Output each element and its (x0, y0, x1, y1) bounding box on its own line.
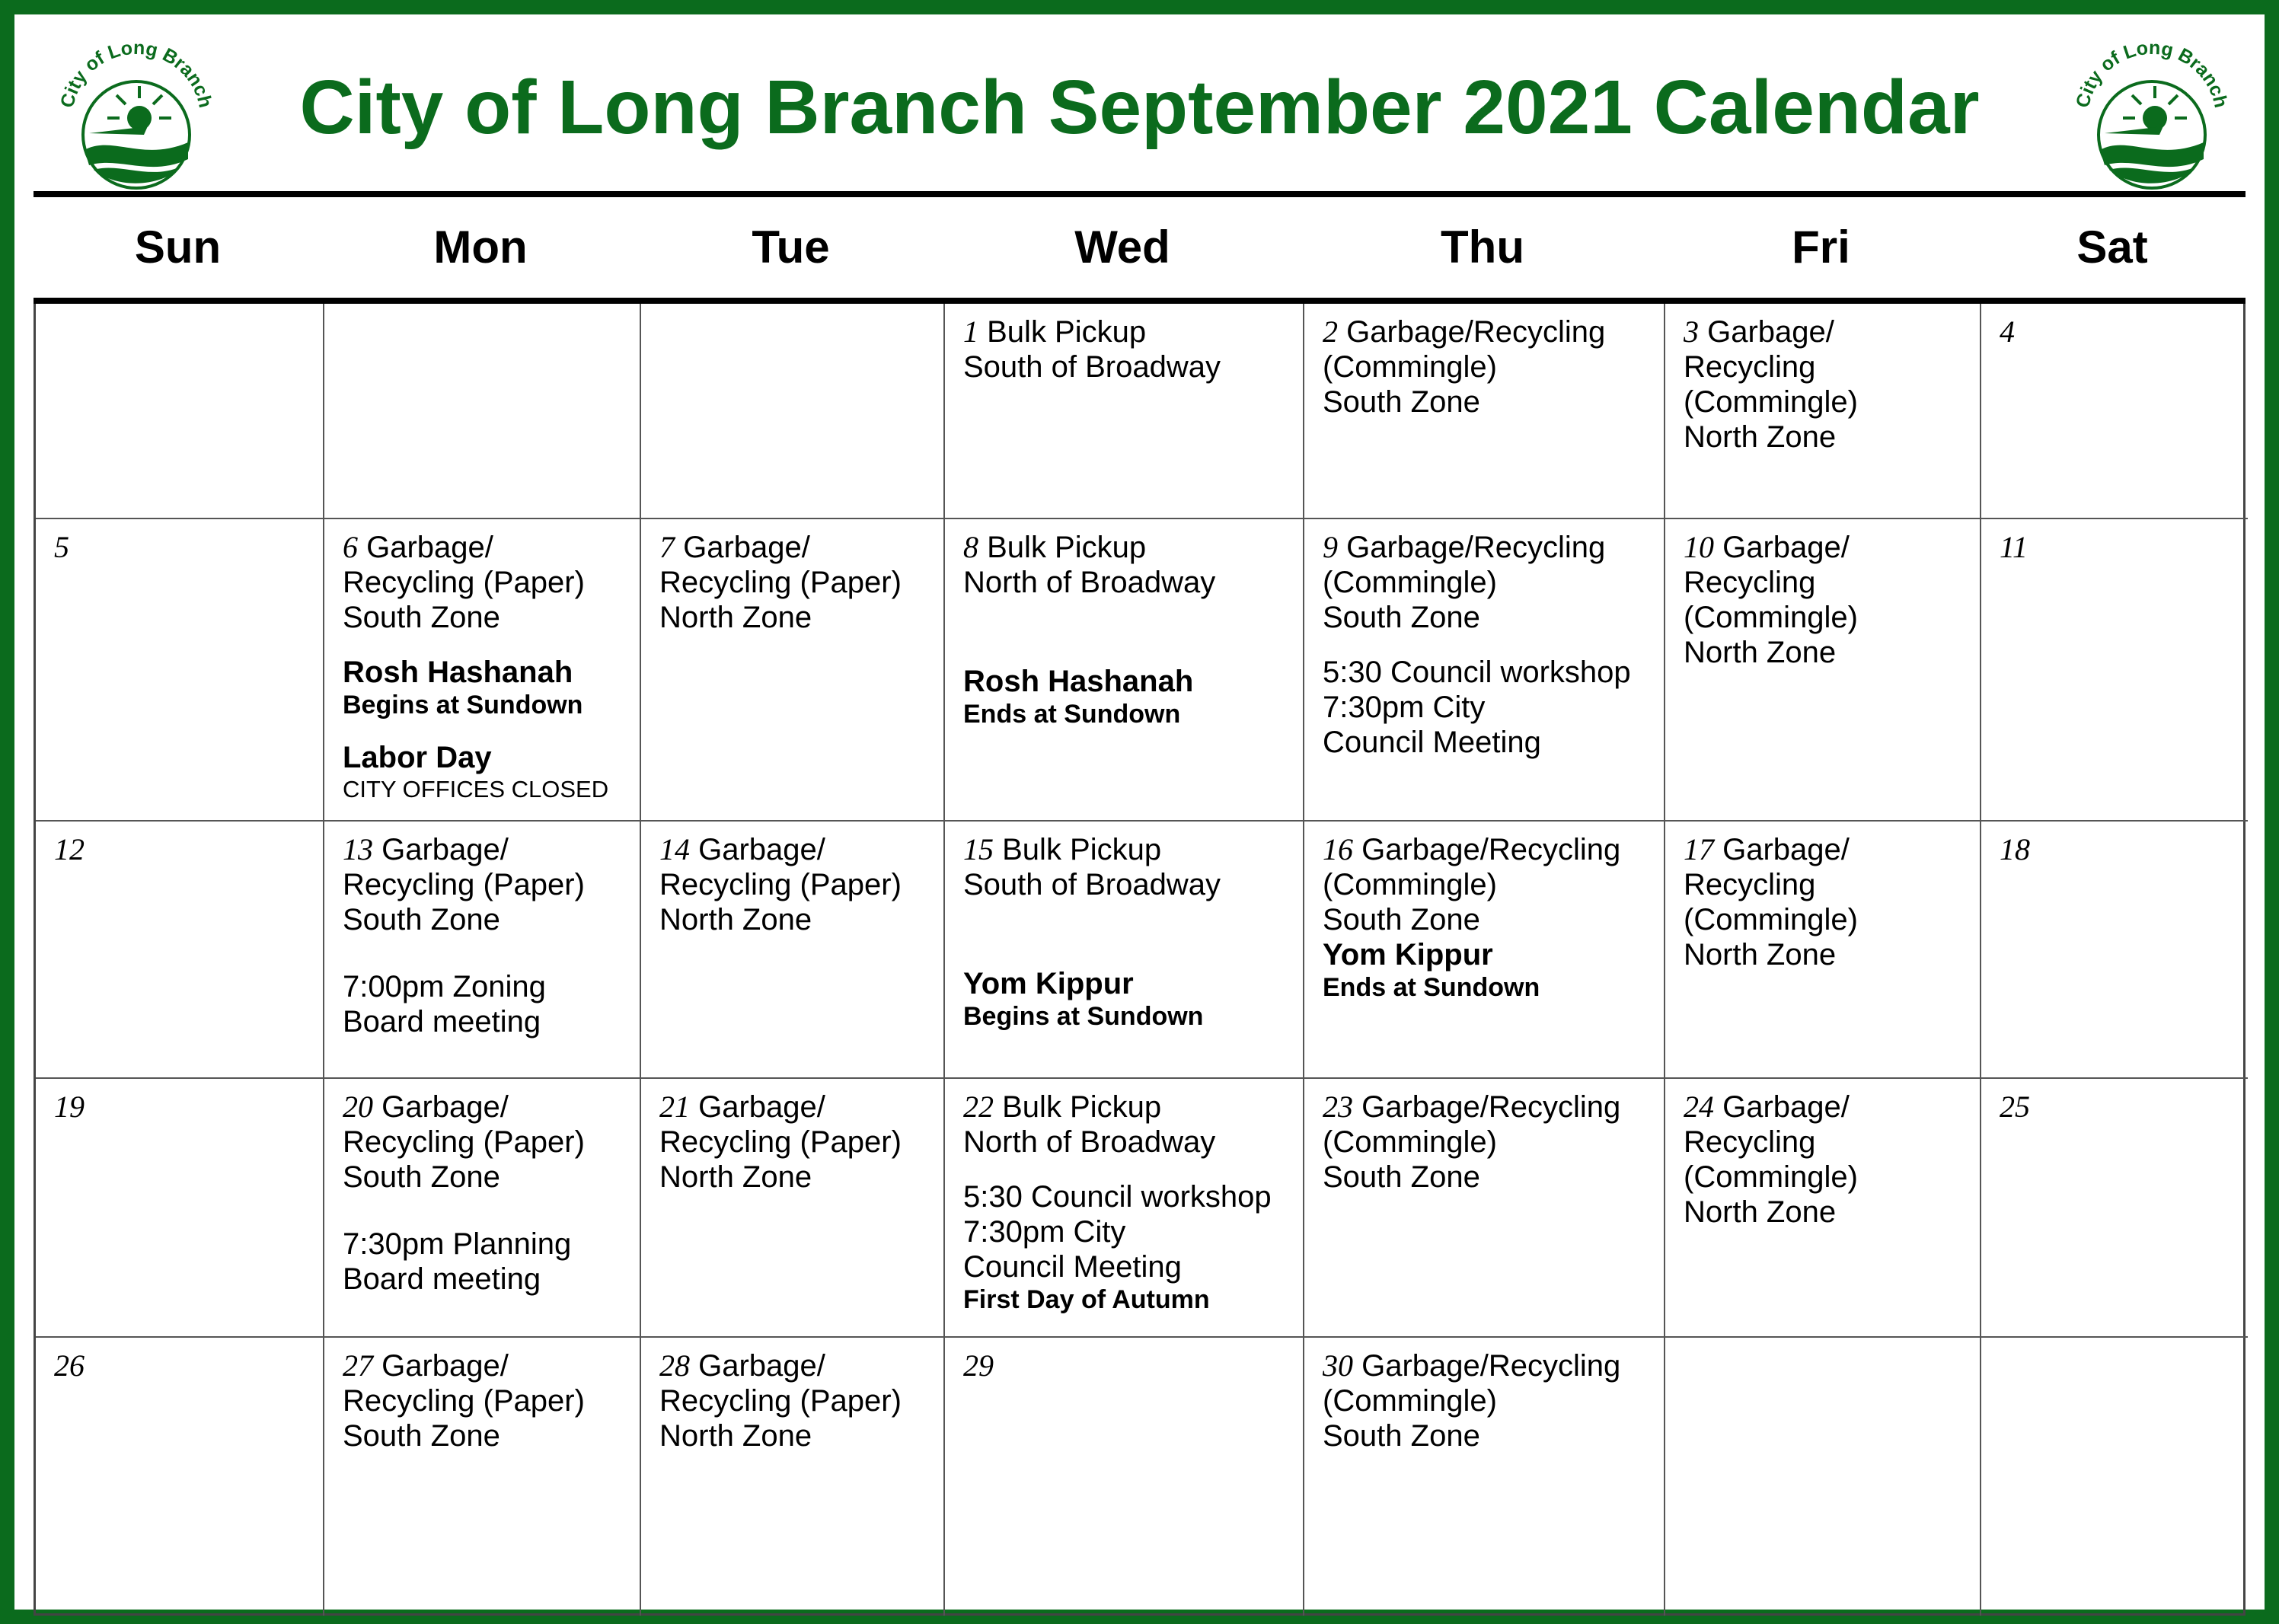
event-text: Recycling (Paper) (659, 868, 902, 901)
day-number: 13 (343, 832, 373, 866)
calendar-grid (34, 304, 2245, 1616)
day-cell-24 (1665, 1079, 1981, 1338)
event-text: Bulk Pickup (987, 531, 1147, 564)
event-text: Garbage/ (698, 1090, 825, 1124)
meeting-text: 7:30pm City (963, 1215, 1126, 1249)
day-number: 12 (54, 832, 85, 866)
day-cell-17 (1665, 822, 1981, 1079)
day-number: 24 (1684, 1090, 1714, 1124)
event-text: Garbage/ (381, 1349, 509, 1383)
event-text: Garbage/ (1722, 531, 1850, 564)
holiday-title: Rosh Hashanah (343, 656, 573, 689)
calendar-header (14, 14, 2265, 190)
day-number: 3 (1684, 314, 1699, 349)
event-text: North of Broadway (963, 1125, 1216, 1159)
event-text: Bulk Pickup (1002, 1090, 1162, 1124)
event-text: Garbage/ (1722, 1090, 1850, 1124)
holiday-note: Begins at Sundown (343, 691, 583, 719)
meeting-text: 7:30pm Planning (343, 1227, 572, 1261)
weekday-sat: Sat (2076, 222, 2148, 273)
holiday-title: Labor Day (343, 741, 492, 774)
event-text: Bulk Pickup (1002, 833, 1162, 866)
holiday-note: CITY OFFICES CLOSED (343, 776, 609, 802)
weekday-wed: Wed (1074, 222, 1170, 273)
event-text: Garbage/ (381, 833, 509, 866)
event-text: South Zone (343, 601, 500, 634)
meeting-text: 5:30 Council workshop (963, 1180, 1272, 1214)
day-cell-30 (1304, 1338, 1665, 1616)
header-rule (34, 191, 2245, 197)
event-text: Garbage/ (698, 833, 825, 866)
day-cell-3 (1665, 304, 1981, 519)
day-cell-21 (641, 1079, 945, 1338)
event-text: South of Broadway (963, 868, 1221, 901)
event-text: North Zone (659, 1160, 812, 1194)
meeting-text: 5:30 Council workshop (1323, 656, 1631, 689)
weekday-mon: Mon (433, 222, 528, 273)
event-text: North Zone (1684, 1195, 1837, 1229)
day-cell-9 (1304, 519, 1665, 822)
event-text: (Commingle) (1684, 601, 1858, 634)
day-number: 10 (1684, 530, 1714, 564)
day-cell-15 (945, 822, 1304, 1079)
day-number: 11 (2000, 530, 2028, 564)
day-number: 4 (2000, 314, 2015, 349)
event-text: South Zone (343, 1160, 500, 1194)
holiday-title: Rosh Hashanah (963, 665, 1194, 698)
day-cell-13 (324, 822, 641, 1079)
day-number: 8 (963, 530, 978, 564)
event-text: (Commingle) (1323, 1125, 1497, 1159)
event-text: South Zone (1323, 385, 1480, 419)
day-number: 23 (1323, 1090, 1353, 1124)
event-text: North Zone (659, 601, 812, 634)
event-text: Garbage/Recycling (1361, 1349, 1621, 1383)
weekday-header-row (34, 197, 2245, 298)
day-number: 7 (659, 530, 675, 564)
event-text: Garbage/Recycling (1361, 1090, 1621, 1124)
weekday-sun: Sun (134, 222, 222, 273)
event-text: (Commingle) (1684, 385, 1858, 419)
day-cell-28 (641, 1338, 945, 1616)
day-cell-6 (324, 519, 641, 822)
day-number: 20 (343, 1090, 373, 1124)
event-text: Garbage/ (366, 531, 493, 564)
day-cell-empty (36, 304, 324, 519)
meeting-text: Council Meeting (963, 1250, 1182, 1284)
day-cell-empty (641, 304, 945, 519)
day-cell-empty (1665, 1338, 1981, 1616)
event-text: Recycling (Paper) (343, 1125, 585, 1159)
day-cell-18 (1981, 822, 2248, 1079)
day-number: 22 (963, 1090, 994, 1124)
day-number: 29 (963, 1348, 994, 1383)
meeting-text: Board meeting (343, 1005, 541, 1039)
event-text: Recycling (1684, 1125, 1816, 1159)
holiday-title: Yom Kippur (963, 967, 1134, 1000)
day-cell-5 (36, 519, 324, 822)
event-text: Recycling (Paper) (343, 566, 585, 599)
holiday-note: Ends at Sundown (963, 700, 1181, 729)
weekday-rule (34, 298, 2245, 304)
event-text: Recycling (1684, 350, 1816, 384)
day-number: 6 (343, 530, 358, 564)
event-text: Recycling (Paper) (659, 1125, 902, 1159)
holiday-note: Ends at Sundown (1323, 973, 1540, 1002)
event-text: South Zone (1323, 1160, 1480, 1194)
meeting-text: Council Meeting (1323, 726, 1541, 759)
holiday-title: Yom Kippur (1323, 938, 1493, 972)
day-number: 14 (659, 832, 690, 866)
day-number: 27 (343, 1348, 373, 1383)
day-number: 21 (659, 1090, 690, 1124)
day-cell-25 (1981, 1079, 2248, 1338)
event-text: North of Broadway (963, 566, 1216, 599)
day-cell-20 (324, 1079, 641, 1338)
day-number: 18 (2000, 832, 2030, 866)
event-text: North Zone (1684, 636, 1837, 669)
event-text: (Commingle) (1684, 1160, 1858, 1194)
day-cell-empty (1981, 1338, 2248, 1616)
day-number: 26 (54, 1348, 85, 1383)
holiday-note: First Day of Autumn (963, 1285, 1210, 1314)
svg-text:City of Long Branch: City of Long Branch (56, 37, 216, 110)
day-cell-16 (1304, 822, 1665, 1079)
event-text: (Commingle) (1323, 350, 1497, 384)
day-cell-2 (1304, 304, 1665, 519)
event-text: South Zone (1323, 601, 1480, 634)
event-text: Recycling (1684, 566, 1816, 599)
event-text: (Commingle) (1323, 566, 1497, 599)
day-number: 17 (1684, 832, 1714, 866)
event-text: Recycling (Paper) (343, 1384, 585, 1418)
event-text: North Zone (659, 903, 812, 936)
event-text: Bulk Pickup (987, 315, 1147, 349)
event-text: Garbage/Recycling (1346, 315, 1606, 349)
day-cell-empty (324, 304, 641, 519)
event-text: Garbage/ (683, 531, 810, 564)
event-text: Recycling (Paper) (659, 1384, 902, 1418)
day-number: 19 (54, 1090, 85, 1124)
day-number: 1 (963, 314, 978, 349)
day-cell-14 (641, 822, 945, 1079)
day-cell-27 (324, 1338, 641, 1616)
event-text: North Zone (1684, 420, 1837, 454)
city-logo-right (2067, 28, 2234, 196)
event-text: Recycling (Paper) (659, 566, 902, 599)
event-text: South Zone (1323, 903, 1480, 936)
day-cell-1 (945, 304, 1304, 519)
day-number: 2 (1323, 314, 1338, 349)
day-cell-26 (36, 1338, 324, 1616)
day-cell-29 (945, 1338, 1304, 1616)
weekday-fri: Fri (1792, 222, 1850, 273)
holiday-note: Begins at Sundown (963, 1002, 1204, 1031)
weekday-tue: Tue (752, 222, 830, 273)
event-text: Garbage/Recycling (1361, 833, 1621, 866)
event-text: South Zone (343, 903, 500, 936)
event-text: (Commingle) (1323, 1384, 1497, 1418)
event-text: Recycling (1684, 868, 1816, 901)
day-cell-19 (36, 1079, 324, 1338)
day-cell-8 (945, 519, 1304, 822)
day-number: 9 (1323, 530, 1338, 564)
day-number: 16 (1323, 832, 1353, 866)
event-text: North Zone (1684, 938, 1837, 972)
event-text: Garbage/ (381, 1090, 509, 1124)
event-text: Recycling (Paper) (343, 868, 585, 901)
meeting-text: 7:00pm Zoning (343, 970, 546, 1003)
weekday-thu: Thu (1441, 222, 1524, 273)
event-text: Garbage/ (698, 1349, 825, 1383)
day-cell-23 (1304, 1079, 1665, 1338)
event-text: South Zone (343, 1419, 500, 1453)
day-number: 28 (659, 1348, 690, 1383)
event-text: South of Broadway (963, 350, 1221, 384)
day-number: 30 (1323, 1348, 1353, 1383)
day-cell-10 (1665, 519, 1981, 822)
day-number: 5 (54, 530, 69, 564)
event-text: Garbage/ (1722, 833, 1850, 866)
event-text: Garbage/Recycling (1346, 531, 1606, 564)
day-cell-12 (36, 822, 324, 1079)
page-title: City of Long Branch September 2021 Calendar (299, 65, 1980, 150)
day-cell-7 (641, 519, 945, 822)
day-cell-11 (1981, 519, 2248, 822)
event-text: South Zone (1323, 1419, 1480, 1453)
day-number: 25 (2000, 1090, 2030, 1124)
day-cell-22 (945, 1079, 1304, 1338)
day-cell-4 (1981, 304, 2248, 519)
day-number: 15 (963, 832, 994, 866)
event-text: (Commingle) (1323, 868, 1497, 901)
event-text: Garbage/ (1707, 315, 1834, 349)
meeting-text: 7:30pm City (1323, 691, 1486, 724)
event-text: North Zone (659, 1419, 812, 1453)
event-text: (Commingle) (1684, 903, 1858, 936)
meeting-text: Board meeting (343, 1262, 541, 1296)
svg-text:City of Long Branch: City of Long Branch (2072, 37, 2232, 110)
